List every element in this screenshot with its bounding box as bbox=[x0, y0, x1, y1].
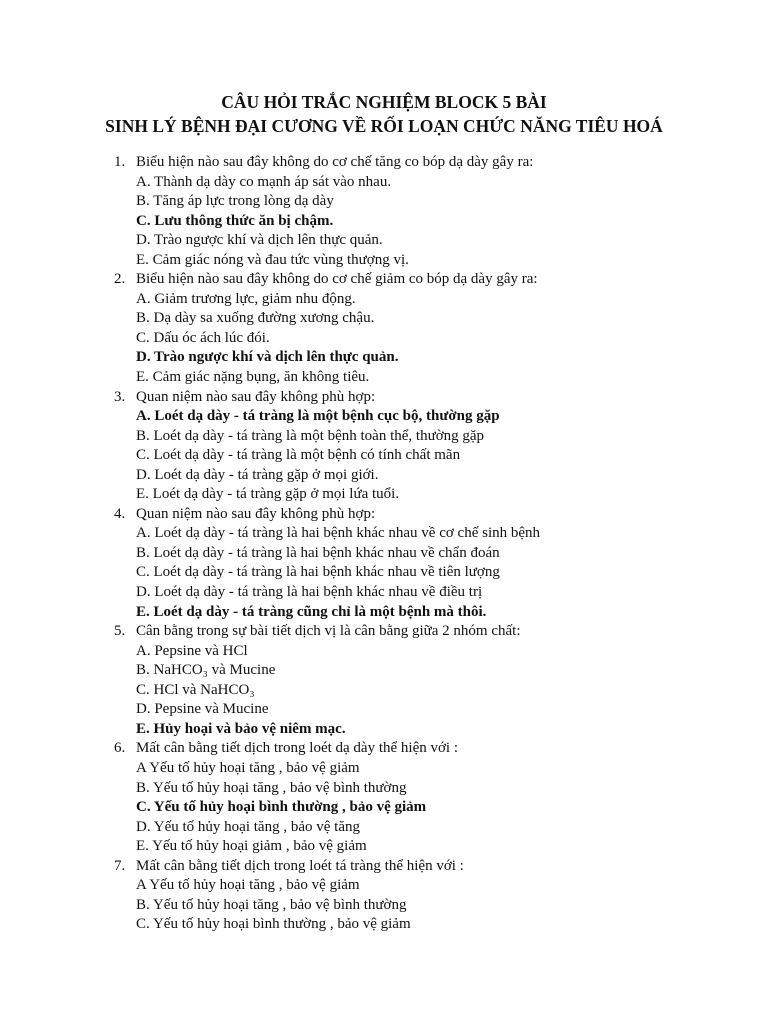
question-1-option-c-answer: C. Lưu thông thức ăn bị chậm. bbox=[136, 212, 334, 229]
question-4-option-c: C. Loét dạ dày - tá tràng là hai bệnh khác nhau về tiên lượng bbox=[136, 564, 500, 581]
question-1-option-d: D. Trào ngược khí và dịch lên thực quản. bbox=[136, 232, 383, 249]
question-3-option-b: B. Loét dạ dày - tá tràng là một bệnh toàn thể, thường gặp bbox=[136, 427, 485, 444]
question-number: 1. bbox=[114, 154, 126, 170]
question-4 bbox=[114, 505, 754, 525]
question-1-option-e: E. Cảm giác nóng và đau tức vùng thượng vị. bbox=[136, 251, 409, 268]
question-6 bbox=[114, 739, 754, 759]
question-5-option-c: C. HCl và NaHCO₃ bbox=[136, 681, 255, 698]
question-4-option-e-answer: E. Loét dạ dày - tá tràng cũng chỉ là một bệnh mà thôi. bbox=[136, 603, 487, 620]
question-7-option-a: A Yếu tố hủy hoại tăng , bảo vệ giảm bbox=[136, 877, 360, 894]
question-3-option-e: E. Loét dạ dày - tá tràng gặp ở mọi lứa tuổi. bbox=[136, 486, 400, 503]
question-1-option-b: B. Tăng áp lực trong lòng dạ dày bbox=[136, 193, 334, 210]
question-text: Mất cân bằng tiết dịch trong loét dạ dày thể hiện với : bbox=[136, 740, 459, 757]
question-4-option-a: A. Loét dạ dày - tá tràng là hai bệnh khác nhau về cơ chế sinh bệnh bbox=[136, 525, 541, 542]
question-number: 7. bbox=[114, 857, 126, 874]
question-number: 3. bbox=[114, 388, 126, 405]
question-1 bbox=[114, 153, 754, 173]
question-7-option-c: C. Yếu tố hủy hoại bình thường , bảo vệ giảm bbox=[136, 916, 411, 933]
question-text: Biểu hiện nào sau đây không do cơ chế giảm co bóp dạ dày gây ra: bbox=[136, 271, 538, 288]
question-6-option-b: B. Yếu tố hủy hoại tăng , bảo vệ bình thường bbox=[136, 779, 407, 796]
question-3 bbox=[114, 388, 754, 408]
question-text: Quan niệm nào sau đây không phù hợp: bbox=[136, 388, 376, 405]
question-4-option-b: B. Loét dạ dày - tá tràng là hai bệnh khác nhau về chẩn đoán bbox=[136, 544, 500, 561]
question-number: 4. bbox=[114, 505, 126, 522]
question-5 bbox=[114, 622, 754, 642]
question-7 bbox=[114, 857, 754, 877]
question-2-option-a: A. Giảm trương lực, giảm nhu động. bbox=[136, 290, 356, 307]
question-3-option-c: C. Loét dạ dày - tá tràng là một bệnh có tính chất mãn bbox=[136, 447, 461, 464]
question-2-option-c: C. Dấu óc ách lúc đói. bbox=[136, 329, 270, 346]
question-5-option-e-answer: E. Hủy hoại và bảo vệ niêm mạc. bbox=[136, 720, 346, 737]
question-2-option-d-answer: D. Trào ngược khí và dịch lên thực quản. bbox=[136, 349, 399, 366]
question-2-option-e: E. Cảm giác nặng bụng, ăn không tiêu. bbox=[136, 369, 370, 386]
question-6-option-e: E. Yếu tố hủy hoại giảm , bảo vệ giảm bbox=[136, 838, 367, 855]
question-number: 6. bbox=[114, 740, 126, 757]
question-number: 5. bbox=[114, 623, 126, 640]
question-text: Mất cân bằng tiết dịch trong loét tá tràng thể hiện với : bbox=[136, 857, 464, 874]
question-6-option-a: A Yếu tố hủy hoại tăng , bảo vệ giảm bbox=[136, 759, 360, 776]
question-text: Biểu hiện nào sau đây không do cơ chế tăng co bóp dạ dày gây ra: bbox=[136, 154, 534, 170]
document-title-line-2: SINH LÝ BỆNH ĐẠI CƯƠNG VỀ RỐI LOẠN CHỨC NĂNG TIÊU HOÁ bbox=[105, 116, 663, 136]
question-5-option-a: A. Pepsine và HCl bbox=[136, 642, 248, 659]
question-7-option-b: B. Yếu tố hủy hoại tăng , bảo vệ bình thường bbox=[136, 896, 407, 913]
question-2-option-b: B. Dạ dày sa xuống đường xương chậu. bbox=[136, 310, 375, 327]
question-5-option-d: D. Pepsine và Mucine bbox=[136, 701, 269, 718]
document-title-line-1: CÂU HỎI TRẮC NGHIỆM BLOCK 5 BÀI bbox=[221, 92, 547, 112]
question-6-option-d: D. Yếu tố hủy hoại tăng , bảo vệ tăng bbox=[136, 818, 360, 835]
question-number: 2. bbox=[114, 271, 126, 288]
question-text: Cân bằng trong sự bài tiết dịch vị là cân bằng giữa 2 nhóm chất: bbox=[136, 623, 521, 640]
question-3-option-d: D. Loét dạ dày - tá tràng gặp ở mọi giới. bbox=[136, 466, 379, 483]
question-list bbox=[114, 153, 754, 935]
question-6-option-c-answer: C. Yếu tố hủy hoại bình thường , bảo vệ giảm bbox=[136, 799, 427, 816]
question-4-option-d: D. Loét dạ dày - tá tràng là hai bệnh khác nhau về điều trị bbox=[136, 584, 483, 601]
question-3-option-a-answer: A. Loét dạ dày - tá tràng là một bệnh cục bộ, thường gặp bbox=[136, 408, 500, 425]
question-1-option-a: A. Thành dạ dày co mạnh áp sát vào nhau. bbox=[136, 173, 392, 190]
question-2 bbox=[114, 270, 754, 290]
question-5-option-b: B. NaHCO₃ và Mucine bbox=[136, 662, 276, 679]
question-text: Quan niệm nào sau đây không phù hợp: bbox=[136, 505, 376, 522]
